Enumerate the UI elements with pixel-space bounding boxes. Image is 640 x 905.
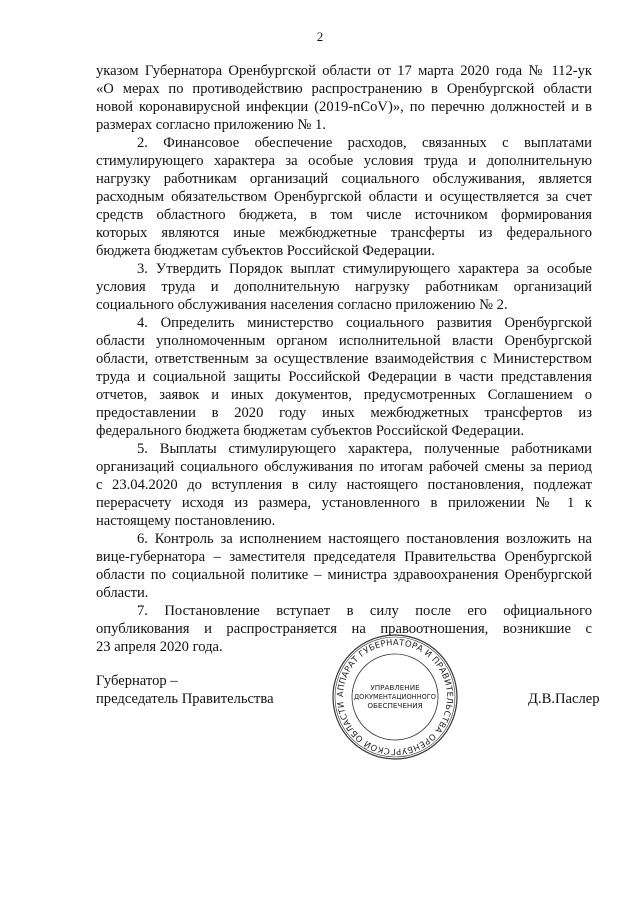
text-line: с 23.04.2020 до вступления в силу настоящего постановления, подлежат: [96, 477, 592, 493]
text-line: отчетов, заявок и иных документов, предусмотренных Соглашением о: [96, 387, 592, 403]
text-line: 5. Выплаты стимулирующего характера, полученные работниками: [137, 441, 592, 457]
text-line: нагрузку работникам организаций социального обслуживания, является: [96, 171, 592, 187]
text-line: указом Губернатора Оренбургской области от 17 марта 2020 года № 112-ук: [96, 63, 592, 79]
text-line: новой коронавирусной инфекции (2019-nCoV)», по перечню должностей и в: [96, 99, 592, 115]
text-line: предоставлении в 2020 году иных межбюджетных трансфертов из: [96, 405, 592, 421]
text-line: труда и социальной защиты Российской Федерации в части представления: [96, 369, 592, 385]
text-line: 7. Постановление вступает в силу после его официального: [137, 603, 592, 619]
text-line: перерасчету исходя из размера, установленного в приложении № 1 к: [96, 495, 592, 511]
text-line: условия труда и дополнительную нагрузку работникам организаций: [96, 279, 592, 295]
stamp-center-line1: УПРАВЛЕНИЕ: [370, 683, 420, 692]
page-number: 2: [316, 29, 324, 44]
text-line: 3. Утвердить Порядок выплат стимулирующего характера за особые: [137, 261, 592, 277]
text-line: 23 апреля 2020 года.: [96, 639, 223, 655]
text-line: расходным обязательством Оренбургской области и осуществляется за счет: [96, 189, 592, 205]
official-stamp: [330, 632, 460, 762]
text-line: 2. Финансовое обеспечение расходов, связанных с выплатами: [137, 135, 592, 151]
text-line: размерах согласно приложению № 1.: [96, 117, 326, 133]
text-line: области по социальной политике – министра здравоохранения Оренбургской: [96, 567, 592, 583]
text-line: которых являются иные межбюджетные трансферты из федерального: [96, 225, 592, 241]
text-line: опубликования и распространяется на правоотношения, возникшие с: [96, 621, 592, 637]
text-line: средств областного бюджета, в том числе источником формирования: [96, 207, 592, 223]
text-line: настоящему постановлению.: [96, 513, 276, 529]
text-line: 6. Контроль за исполнением настоящего постановления возложить на: [137, 531, 592, 547]
signatory-title-line2: председатель Правительства: [96, 691, 274, 707]
signatory-title-line1: Губернатор –: [96, 673, 178, 689]
text-line: области.: [96, 585, 149, 601]
stamp-center-line2: ДОКУМЕНТАЦИОННОГО: [354, 693, 436, 701]
text-line: социального обслуживания населения согласно приложению № 2.: [96, 297, 508, 313]
signatory-name: Д.В.Паслер: [528, 691, 600, 707]
text-line: организаций социального обслуживания по итогам рабочей смены за период: [96, 459, 592, 475]
text-line: 4. Определить министерство социального развития Оренбургской: [137, 315, 592, 331]
text-line: вице-губернатора – заместителя председателя Правительства Оренбургской: [96, 549, 592, 565]
text-line: области, ответственным за осуществление взаимодействия с Министерством: [96, 351, 592, 367]
text-line: области уполномоченным органом исполнительной власти Оренбургской: [96, 333, 592, 349]
text-line: бюджета бюджетам субъектов Российской Федерации.: [96, 243, 435, 259]
text-line: «О мерах по противодействию распространению в Оренбургской области: [96, 81, 592, 97]
stamp-ring-text: АППАРАТ ГУБЕРНАТОРА И ПРАВИТЕЛЬСТВА ОРЕНБУРГСКОЙ ОБЛАСТИ: [334, 636, 456, 758]
stamp-center-line3: ОБЕСПЕЧЕНИЯ: [367, 701, 423, 710]
text-line: федерального бюджета бюджетам субъектов Российской Федерации.: [96, 423, 525, 439]
text-line: стимулирующего характера за особые условия труда и дополнительную: [96, 153, 592, 169]
